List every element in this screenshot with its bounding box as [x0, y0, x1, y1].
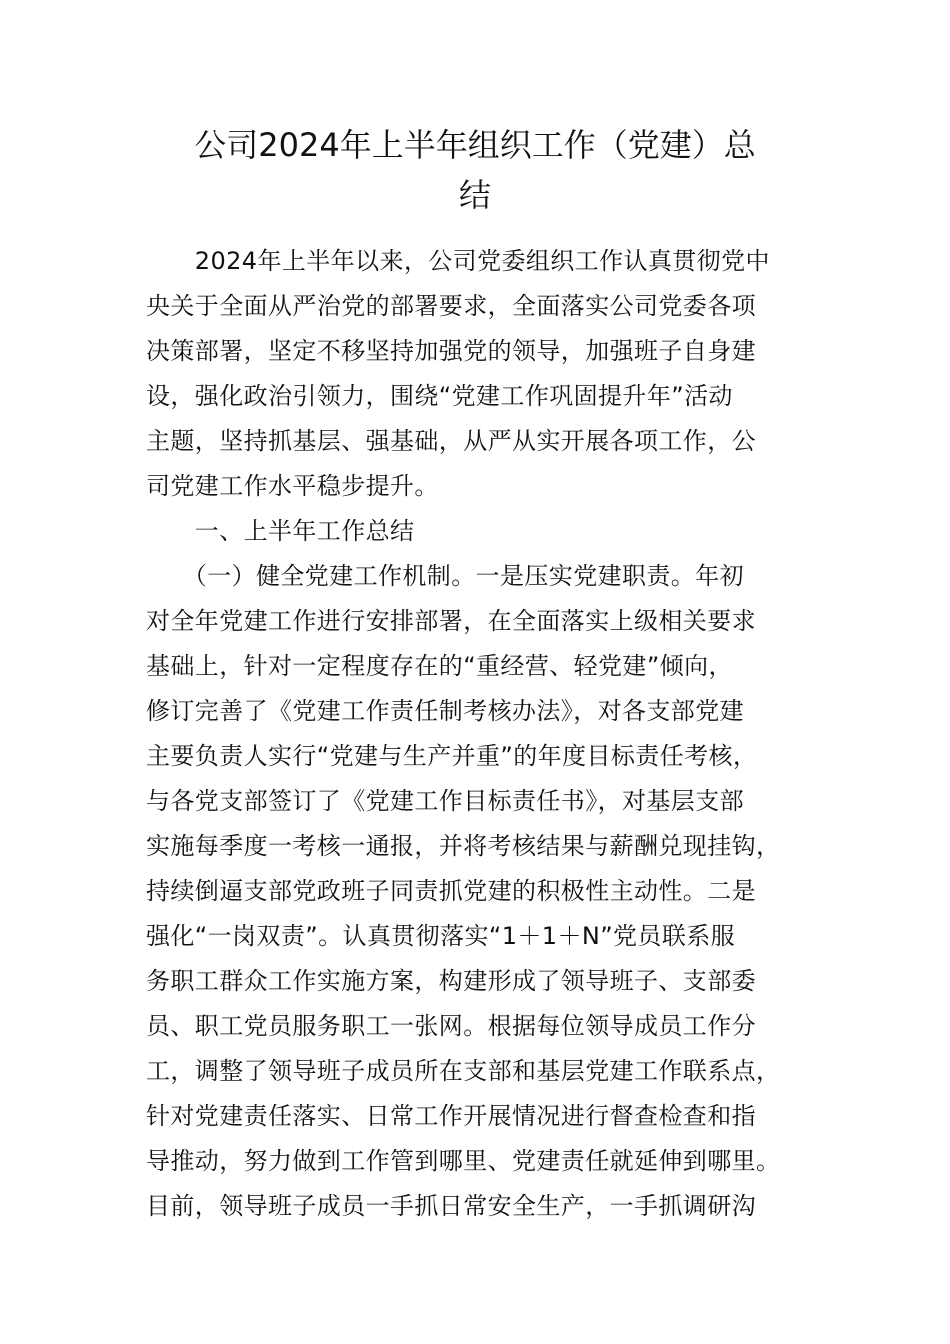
- document-title-line-2: 结: [458, 176, 491, 214]
- body-line-18: 员、职工党员服务职工一张网。根据每位领导成员工作分: [146, 1012, 756, 1040]
- body-line-11: 修订完善了《党建工作责任制考核办法》，对各支部党建: [146, 697, 744, 725]
- body-line-1: 2024年上半年以来，公司党委组织工作认真贯彻党中: [146, 247, 770, 275]
- body-line-6: 司党建工作水平稳步提升。: [146, 472, 439, 500]
- body-line-17: 务职工群众工作实施方案，构建形成了领导班子、支部委: [146, 967, 756, 995]
- body-line-20: 针对党建责任落实、日常工作开展情况进行督查检查和指: [146, 1102, 756, 1130]
- body-line-22: 目前，领导班子成员一手抓日常安全生产，一手抓调研沟: [146, 1192, 756, 1220]
- body-line-16: 强化“一岗双责”。认真贯彻落实“1＋1＋N”党员联系服: [146, 922, 736, 950]
- body-line-2: 央关于全面从严治党的部署要求，全面落实公司党委各项: [146, 292, 756, 320]
- body-line-4: 设，强化政治引领力，围绕“党建工作巩固提升年”活动: [146, 382, 733, 410]
- body-line-21: 导推动，努力做到工作管到哪里、党建责任就延伸到哪里。: [146, 1147, 781, 1175]
- body-line-5: 主题，坚持抓基层、强基础，从严从实开展各项工作，公: [146, 427, 756, 455]
- body-line-14: 实施每季度一考核一通报，并将考核结果与薪酬兑现挂钩，: [146, 832, 781, 860]
- body-line-8: （一）健全党建工作机制。一是压实党建职责。年初: [146, 562, 744, 590]
- body-line-9: 对全年党建工作进行安排部署，在全面落实上级相关要求: [146, 607, 756, 635]
- body-line-15: 持续倒逼支部党政班子同责抓党建的积极性主动性。二是: [146, 877, 756, 905]
- body-line-19: 工，调整了领导班子成员所在支部和基层党建工作联系点，: [146, 1057, 781, 1085]
- body-line-3: 决策部署，坚定不移坚持加强党的领导，加强班子自身建: [146, 337, 756, 365]
- body-line-10: 基础上，针对一定程度存在的“重经营、轻党建”倾向，: [146, 652, 733, 680]
- body-line-12: 主要负责人实行“党建与生产并重”的年度目标责任考核，: [146, 742, 758, 770]
- body-line-13: 与各党支部签订了《党建工作目标责任书》，对基层支部: [146, 787, 744, 815]
- section-heading: 一、上半年工作总结: [146, 517, 415, 545]
- document-title-line-1: 公司2024年上半年组织工作（党建）总: [194, 126, 756, 164]
